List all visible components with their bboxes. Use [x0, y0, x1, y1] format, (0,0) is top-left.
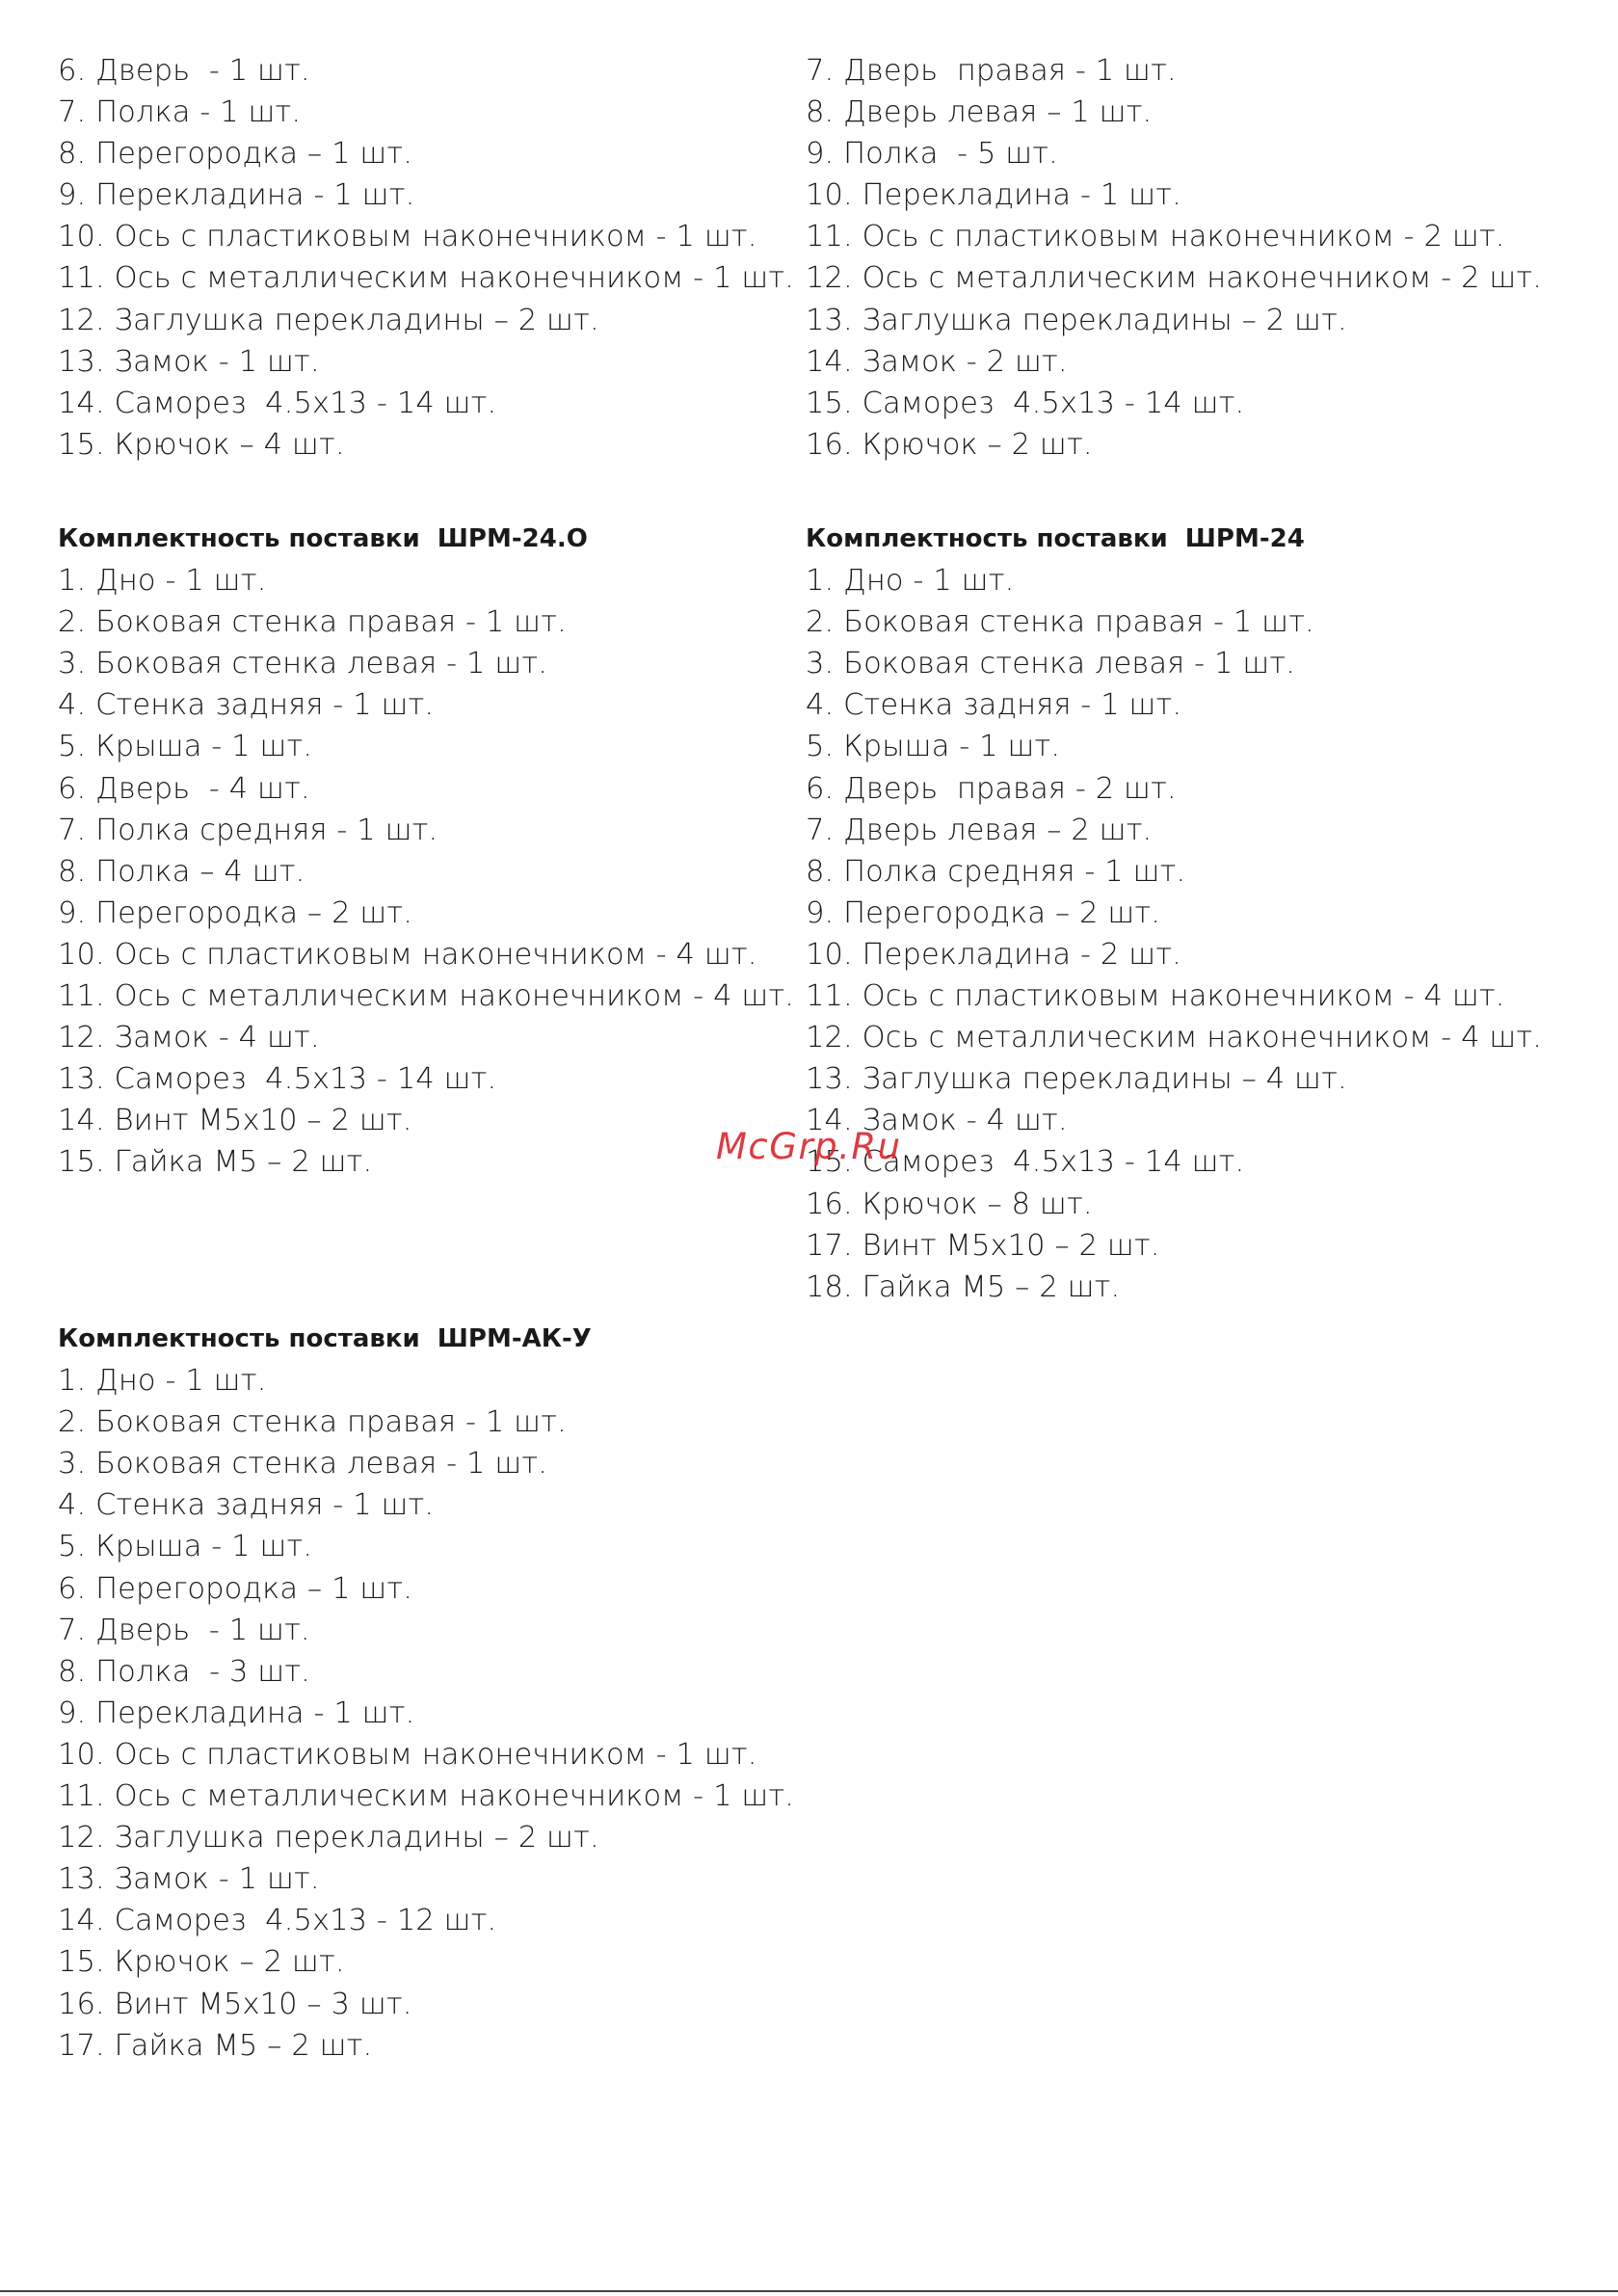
list-item: 15. Крючок – 2 шт.	[58, 1945, 345, 1980]
section-title-shrm-ak-u: Комплектность поставки ШРМ-АК-У	[58, 1324, 592, 1353]
list-item: 9. Перегородка – 2 шт.	[806, 895, 1161, 930]
list-item: 6. Дверь - 4 шт.	[58, 771, 310, 806]
list-item: 6. Дверь - 1 шт.	[58, 54, 310, 88]
section-shrm-24o	[58, 519, 794, 1184]
bottom-divider	[0, 2290, 1618, 2292]
section-shrm-ak-u	[58, 1319, 794, 2067]
list-item: 15. Саморез 4.5x13 - 14 шт.	[806, 386, 1245, 420]
list-item: 14. Саморез 4.5x13 - 12 шт.	[58, 1904, 497, 1938]
list-item: 8. Перегородка – 1 шт.	[58, 137, 413, 172]
list-item: 12. Ось с металлическим наконечником - 2 шт.	[806, 261, 1543, 296]
list-item: 11. Ось с металлическим наконечником - 4 шт.	[58, 979, 795, 1014]
list-item: 13. Замок - 1 шт.	[58, 344, 320, 379]
section-shrm-24	[806, 519, 1542, 1308]
list-item: 10. Перекладина - 2 шт.	[806, 937, 1181, 972]
list-item: 3. Боковая стенка левая - 1 шт.	[58, 647, 548, 681]
list-shrm-ak-u	[58, 1360, 794, 2067]
list-item: 10. Ось с пластиковым наконечником - 1 шт.	[58, 220, 757, 254]
list-item: 11. Ось с металлическим наконечником - 1 шт.	[58, 261, 795, 296]
list-item: 17. Винт М5x10 – 2 шт.	[806, 1228, 1160, 1263]
list-item: 15. Саморез 4.5x13 - 14 шт.	[806, 1145, 1245, 1180]
list-item: 14. Саморез 4.5x13 - 14 шт.	[58, 386, 497, 420]
list-item: 5. Крыша - 1 шт.	[58, 1530, 313, 1564]
list-item: 9. Перекладина - 1 шт.	[58, 1695, 415, 1730]
list-item: 16. Винт М5x10 – 3 шт.	[58, 1987, 412, 2021]
list-item: 2. Боковая стенка правая - 1 шт.	[58, 1405, 567, 1440]
list-item: 17. Гайка М5 – 2 шт.	[58, 2028, 373, 2063]
list-item: 11. Ось с пластиковым наконечником - 4 шт.	[806, 979, 1505, 1014]
list-item: 12. Замок - 4 шт.	[58, 1021, 320, 1055]
list-item: 12. Ось с металлическим наконечником - 4 шт.	[806, 1021, 1543, 1055]
list-item: 6. Дверь правая - 2 шт.	[806, 771, 1177, 806]
list-item: 13. Заглушка перекладины – 4 шт.	[806, 1062, 1347, 1097]
watermark-logo: McGrp.Ru	[716, 1126, 902, 1167]
list-item: 12. Заглушка перекладины – 2 шт.	[58, 1821, 599, 1855]
section-title-shrm-24o: Комплектность поставки ШРМ-24.О	[58, 524, 588, 553]
list-item: 10. Ось с пластиковым наконечником - 4 шт.	[58, 937, 757, 972]
list-item: 7. Полка средняя - 1 шт.	[58, 813, 438, 847]
list-item: 3. Боковая стенка левая - 1 шт.	[58, 1447, 548, 1482]
list-item: 4. Стенка задняя - 1 шт.	[806, 688, 1182, 723]
list-item: 11. Ось с металлическим наконечником - 1 шт.	[58, 1779, 795, 1814]
list-item: 5. Крыша - 1 шт.	[806, 730, 1061, 764]
list-item: 15. Крючок – 4 шт.	[58, 427, 345, 462]
list-item: 5. Крыша - 1 шт.	[58, 730, 313, 764]
list-item: 8. Полка - 3 шт.	[58, 1654, 310, 1689]
list-item: 11. Ось с пластиковым наконечником - 2 шт.	[806, 220, 1505, 254]
list-item: 14. Винт М5x10 – 2 шт.	[58, 1104, 412, 1138]
list-item: 7. Дверь - 1 шт.	[58, 1613, 310, 1647]
list-item: 13. Саморез 4.5x13 - 14 шт.	[58, 1062, 497, 1097]
list-item: 14. Замок - 2 шт.	[806, 344, 1068, 379]
list-item: 9. Перекладина - 1 шт.	[58, 178, 415, 213]
list-item: 15. Гайка М5 – 2 шт.	[58, 1145, 373, 1180]
section-title-shrm-24: Комплектность поставки ШРМ-24	[806, 524, 1305, 553]
list-item: 9. Полка - 5 шт.	[806, 137, 1058, 172]
list-item: 1. Дно - 1 шт.	[806, 564, 1015, 599]
list-item: 16. Крючок – 8 шт.	[806, 1187, 1093, 1221]
list-item: 7. Дверь левая – 2 шт.	[806, 813, 1153, 847]
top-left-list	[58, 50, 794, 466]
list-item: 4. Стенка задняя - 1 шт.	[58, 1488, 435, 1523]
list-item: 8. Дверь левая – 1 шт.	[806, 95, 1153, 130]
list-item: 12. Заглушка перекладины – 2 шт.	[58, 303, 599, 337]
list-item: 1. Дно - 1 шт.	[58, 564, 267, 599]
list-shrm-24	[806, 560, 1542, 1308]
list-item: 13. Заглушка перекладины – 2 шт.	[806, 303, 1347, 337]
list-shrm-24o	[58, 560, 794, 1183]
list-item: 3. Боковая стенка левая - 1 шт.	[806, 647, 1296, 681]
top-right-list	[806, 50, 1542, 466]
list-item: 2. Боковая стенка правая - 1 шт.	[58, 605, 567, 640]
list-item: 16. Крючок – 2 шт.	[806, 427, 1093, 462]
list-item: 2. Боковая стенка правая - 1 шт.	[806, 605, 1314, 640]
list-item: 10. Ось с пластиковым наконечником - 1 шт.	[58, 1737, 757, 1772]
list-item: 1. Дно - 1 шт.	[58, 1364, 267, 1399]
list-item: 8. Полка средняя - 1 шт.	[806, 854, 1186, 889]
list-item: 8. Полка – 4 шт.	[58, 854, 305, 889]
list-item: 18. Гайка М5 – 2 шт.	[806, 1269, 1121, 1304]
list-item: 6. Перегородка – 1 шт.	[58, 1571, 413, 1606]
list-item: 9. Перегородка – 2 шт.	[58, 895, 413, 930]
list-item: 10. Перекладина - 1 шт.	[806, 178, 1181, 213]
list-item: 13. Замок - 1 шт.	[58, 1862, 320, 1897]
list-item: 14. Замок - 4 шт.	[806, 1104, 1068, 1138]
list-item: 7. Дверь правая - 1 шт.	[806, 54, 1177, 88]
list-item: 7. Полка - 1 шт.	[58, 95, 302, 130]
list-item: 4. Стенка задняя - 1 шт.	[58, 688, 435, 723]
